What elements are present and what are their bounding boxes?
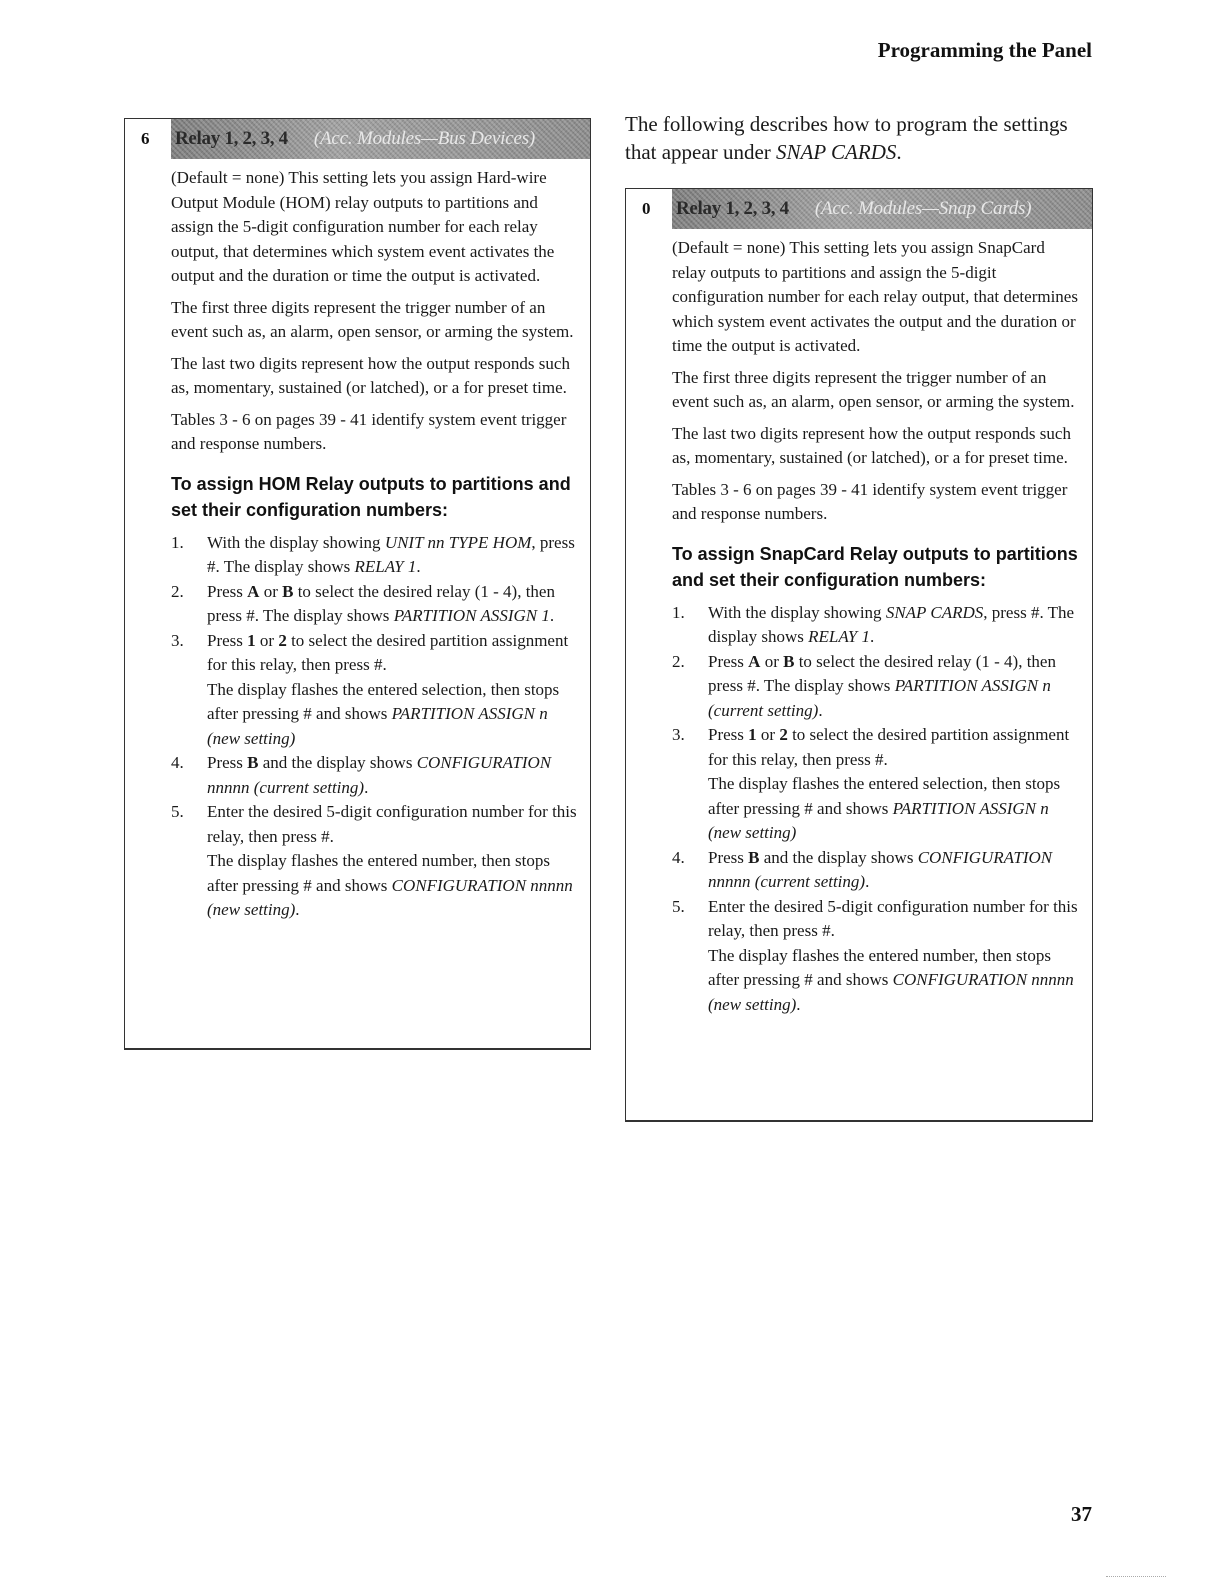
step-item	[171, 629, 578, 752]
step-number: 4.	[171, 753, 184, 772]
key-label: 2	[779, 725, 788, 744]
step-text: Press	[708, 725, 749, 744]
paragraph: (Default = none) This setting lets you assign SnapCard relay outputs to partitions and assign the 5-digit configuration number for each relay output, that determines which system event activates the output and the duration or time the output is activated.	[672, 238, 1078, 355]
paragraph: The first three digits represent the trigger number of an event such as, an alarm, open sensor, or arming the system.	[171, 297, 574, 341]
procedure-steps	[171, 531, 578, 923]
step-number: 3.	[672, 725, 685, 744]
step-text: The display flashes the entered number, then stops after pressing # and shows	[708, 945, 1052, 989]
setting-box-hom-relays	[124, 118, 591, 1050]
step-item	[171, 751, 578, 800]
step-item	[171, 800, 578, 923]
step-text: to select the desired relay (1 - 4), then press #. The display shows	[708, 651, 1056, 695]
step-text: .	[796, 994, 801, 1014]
step-text: .	[870, 627, 875, 646]
step-text: Press	[207, 630, 248, 650]
step-text: and the display shows	[759, 847, 918, 867]
setting-banner	[672, 189, 1092, 229]
key-label: B	[783, 651, 795, 671]
paragraph: Tables 3 - 6 on pages 39 - 41 identify system event trigger and response numbers.	[171, 409, 567, 453]
intro-paragraph	[625, 110, 1095, 166]
step-item	[171, 531, 578, 580]
setting-banner	[171, 119, 590, 159]
step-text: or	[760, 651, 784, 671]
display-text: RELAY 1	[808, 627, 870, 646]
step-text: .	[295, 900, 300, 919]
paragraph: The last two digits represent how the output responds such as, momentary, sustained (or latched), or a for preset time.	[171, 353, 570, 397]
display-text: PARTITION ASSIGN n (new setting)	[708, 798, 1049, 842]
step-text: The display flashes the entered selection, then stops after pressing # and shows	[708, 774, 1061, 818]
display-text: RELAY 1	[354, 557, 417, 576]
step-text: Press	[207, 581, 248, 601]
setting-menu-path: (Acc. Modules—Bus Devices)	[313, 128, 536, 149]
step-text: Press	[708, 651, 749, 671]
step-text: .	[549, 606, 555, 625]
step-text: With the display showing	[708, 602, 886, 622]
key-label: B	[748, 847, 760, 867]
step-number: 4.	[672, 847, 685, 867]
display-text: CONFIGURATION nnnnn (current setting)	[708, 847, 1053, 891]
scan-artifact-divider	[1106, 1576, 1166, 1578]
step-text: .	[416, 557, 421, 576]
key-label: A	[247, 581, 260, 601]
paragraph: The last two digits represent how the output responds such as, momentary, sustained (or latched), or a for preset time.	[672, 423, 1071, 467]
step-text: , press #. The display shows	[708, 602, 1075, 646]
paragraph: (Default = none) This setting lets you assign Hard-wire Output Module (HOM) relay outputs to partitions and assign the 5-digit configuration number for each relay output, that determines which system event activates the output and the duration or time the output is activated.	[171, 168, 555, 285]
step-text: The display flashes the entered number, then stops after pressing # and shows	[207, 851, 551, 895]
step-item	[672, 650, 1080, 724]
step-number: 2.	[672, 651, 685, 671]
paragraph: The first three digits represent the trigger number of an event such as, an alarm, open sensor, or arming the system.	[672, 367, 1075, 411]
step-number: 1.	[672, 602, 685, 622]
step-item	[171, 580, 578, 629]
step-number: 5.	[672, 896, 685, 916]
display-text: UNIT nn TYPE HOM	[384, 532, 532, 552]
setting-box-header	[626, 188, 1092, 229]
step-number: 5.	[171, 802, 184, 821]
procedure-heading: To assign SnapCard Relay outputs to partitions and set their configuration numbers:	[672, 543, 1078, 590]
step-item	[672, 846, 1080, 895]
display-text: PARTITION ASSIGN n (new setting)	[207, 704, 548, 748]
setting-title: Relay 1, 2, 3, 4	[676, 198, 789, 219]
step-text: , press #. The display shows	[207, 532, 575, 576]
step-number: 3.	[171, 630, 184, 650]
setting-box-header	[125, 118, 590, 159]
procedure-heading: To assign HOM Relay outputs to partitions and set their configuration numbers:	[171, 473, 571, 520]
step-text: or	[255, 630, 279, 650]
step-text: Press	[207, 753, 248, 772]
step-text: The display flashes the entered selection, then stops after pressing # and shows	[207, 679, 560, 723]
step-text: or	[259, 581, 283, 601]
paragraph: Tables 3 - 6 on pages 39 - 41 identify system event trigger and response numbers.	[672, 479, 1068, 523]
step-text: and the display shows	[258, 753, 417, 772]
step-item	[672, 895, 1080, 1018]
step-text: With the display showing	[207, 532, 385, 552]
display-text: PARTITION ASSIGN n (current setting)	[708, 676, 1051, 720]
step-text: Enter the desired 5-digit configuration number for this relay, then press #.	[207, 802, 577, 846]
key-label: B	[247, 753, 259, 772]
display-text: PARTITION ASSIGN 1	[393, 606, 550, 625]
intro-menu-name: SNAP CARDS	[776, 140, 897, 164]
display-text: SNAP CARDS	[885, 602, 984, 622]
setting-description	[672, 236, 1080, 1017]
display-text: CONFIGURATION nnnnn (current setting)	[207, 753, 552, 797]
setting-description	[171, 166, 578, 923]
step-text: .	[364, 777, 369, 797]
step-text: to select the desired partition assignment for this relay, then press #.	[207, 630, 569, 674]
display-text: CONFIGURATION nnnnn (new setting)	[207, 875, 573, 919]
procedure-steps	[672, 601, 1080, 1018]
setting-number: 0	[642, 199, 651, 218]
key-label: B	[282, 581, 294, 601]
step-text: or	[756, 725, 780, 744]
step-number: 2.	[171, 581, 184, 601]
intro-text: The following describes how to program the settings that appear under	[625, 112, 1068, 164]
step-text: to select the desired partition assignment for this relay, then press #.	[708, 725, 1070, 769]
step-item	[672, 601, 1080, 650]
setting-number: 6	[141, 129, 150, 148]
key-label: 2	[278, 630, 287, 650]
key-label: 1	[748, 725, 757, 744]
display-text: CONFIGURATION nnnnn (new setting)	[708, 970, 1074, 1014]
setting-title: Relay 1, 2, 3, 4	[175, 128, 288, 149]
step-text: Press	[708, 847, 749, 867]
intro-text: .	[896, 140, 902, 164]
key-label: A	[748, 651, 761, 671]
key-label: 1	[247, 630, 256, 650]
step-item	[672, 723, 1080, 846]
step-text: .	[865, 872, 870, 891]
step-number: 1.	[171, 532, 184, 552]
setting-box-snapcard-relays	[625, 188, 1093, 1122]
page-number: 37	[1071, 1502, 1092, 1526]
page-header-title: Programming the Panel	[877, 38, 1092, 62]
step-text: .	[818, 700, 823, 720]
step-text: to select the desired relay (1 - 4), then press #. The display shows	[207, 581, 555, 625]
step-text: Enter the desired 5-digit configuration number for this relay, then press #.	[708, 896, 1078, 940]
setting-menu-path: (Acc. Modules—Snap Cards)	[814, 198, 1032, 219]
